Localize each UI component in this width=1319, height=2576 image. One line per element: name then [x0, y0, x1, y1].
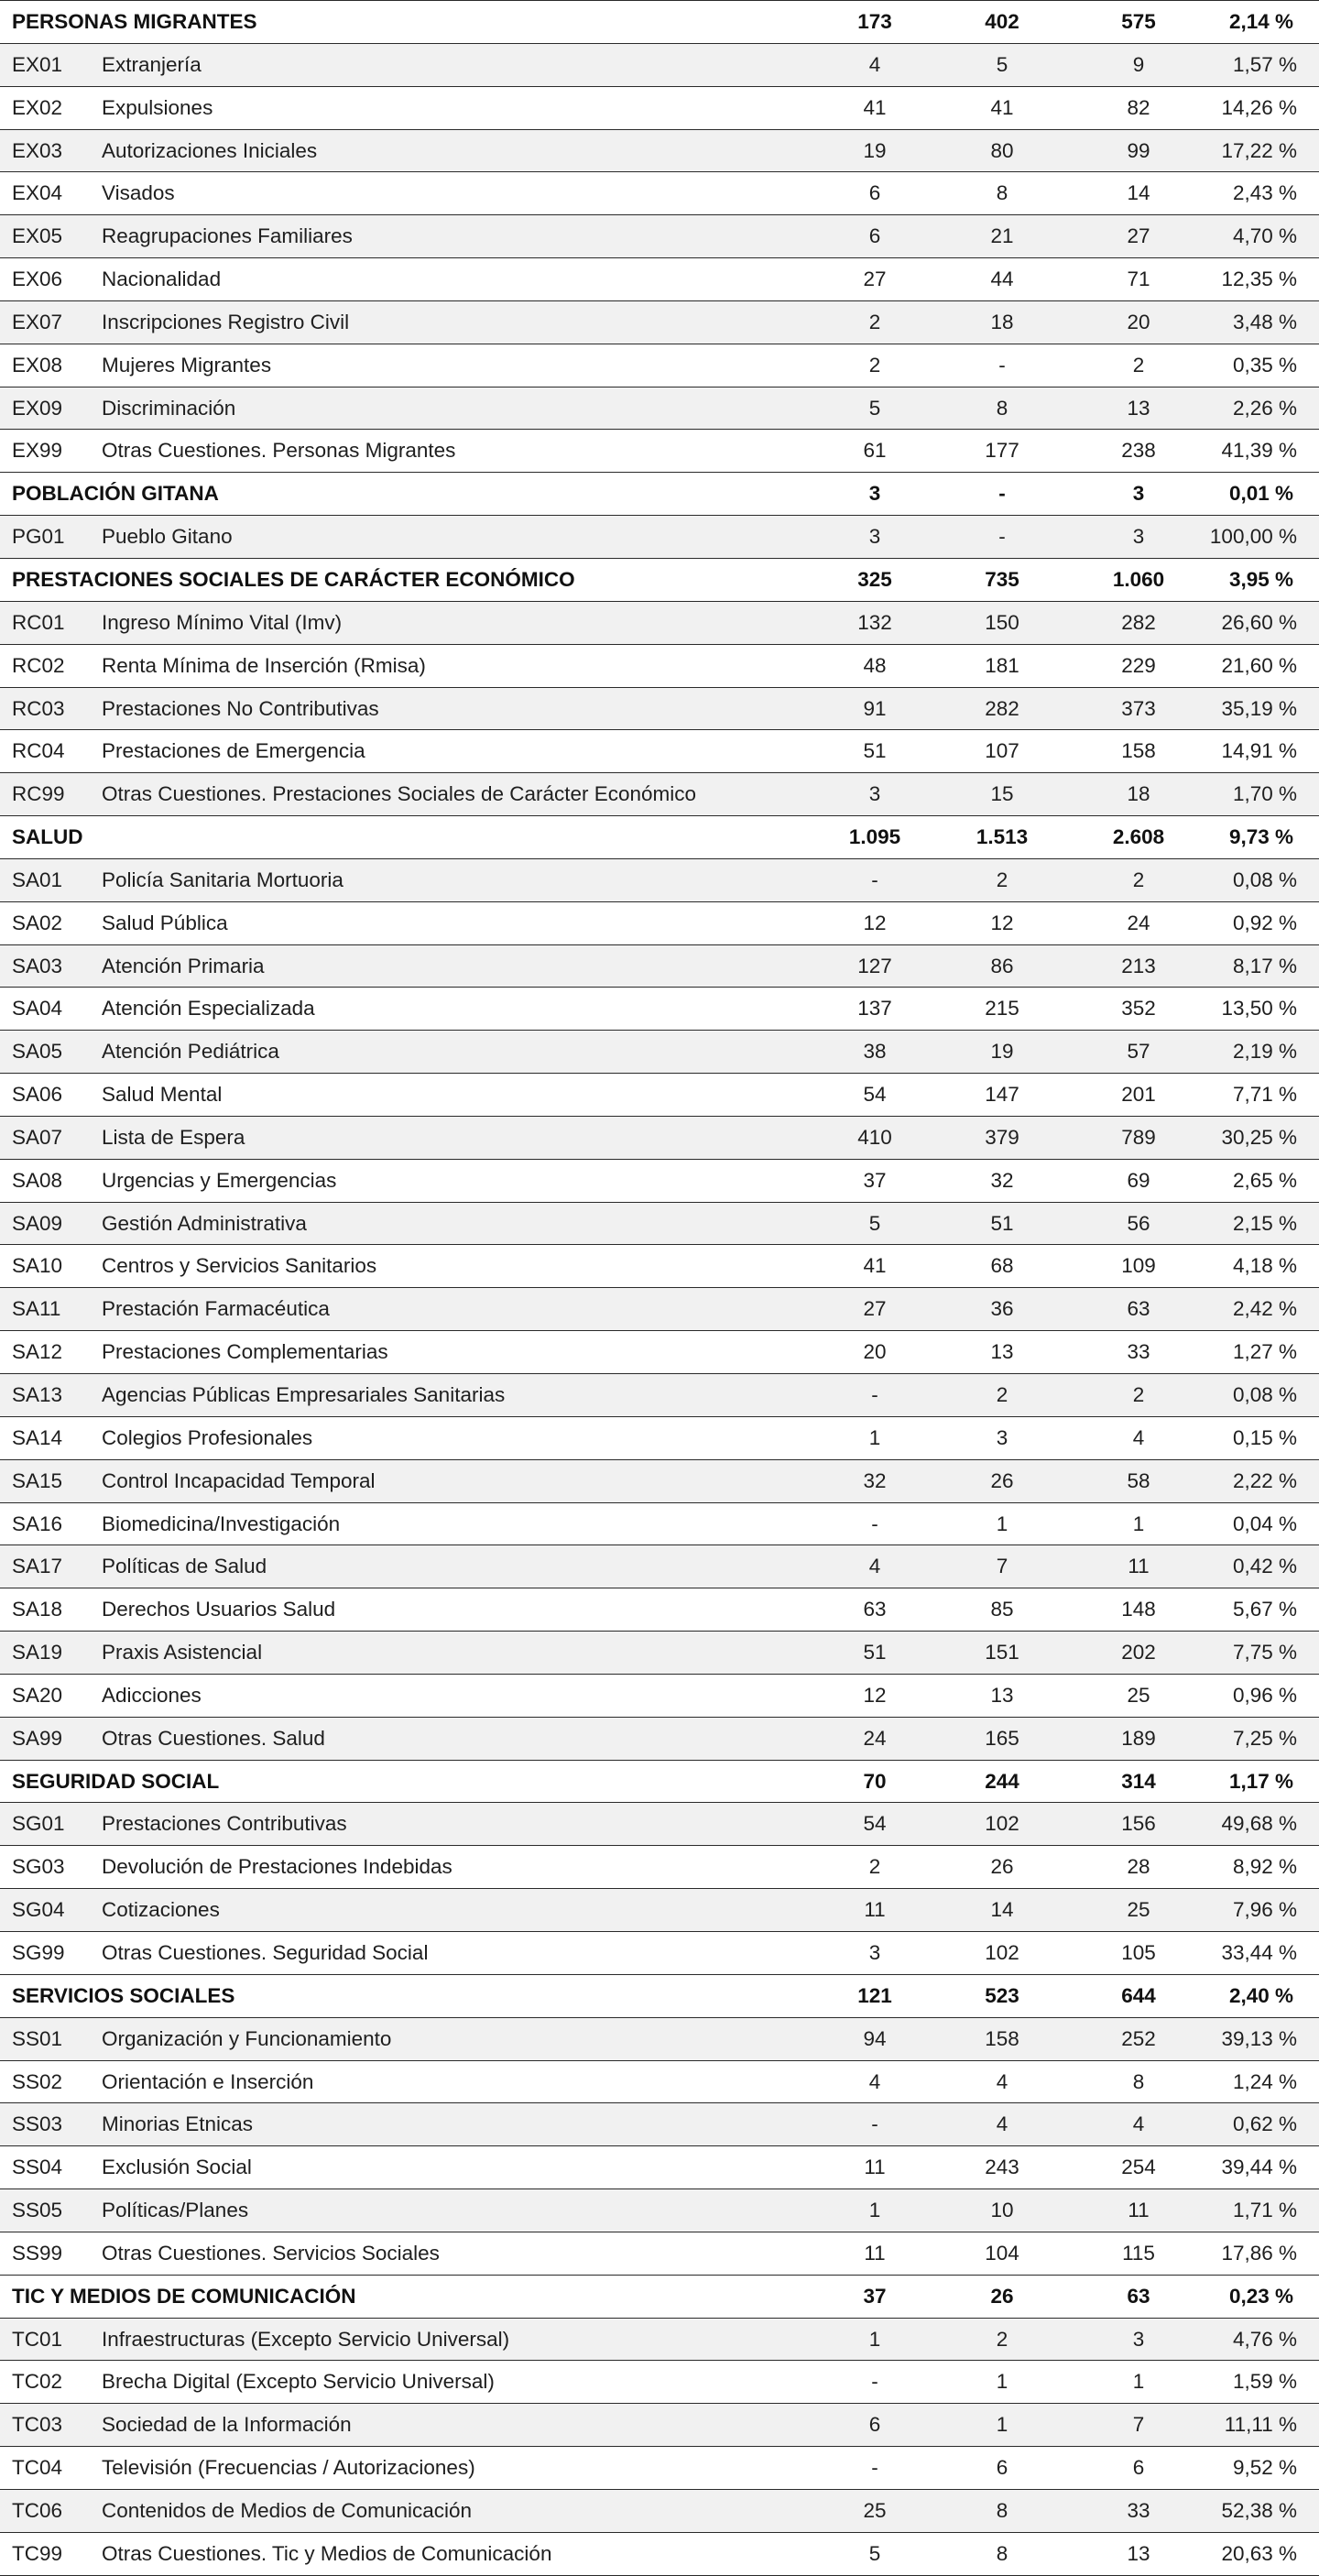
row-label: Urgencias y Emergencias — [102, 1168, 337, 1192]
percentage: 39,13 % — [1221, 2026, 1297, 2050]
row-code: SA06 — [12, 1083, 63, 1107]
row-code: EX01 — [12, 52, 63, 76]
table-row: SA01 Policía Sanitaria Mortuoria - 2 2 0,08 % — [0, 859, 1319, 902]
percentage: 49,68 % — [1221, 1812, 1297, 1836]
row-code: SA03 — [12, 954, 63, 977]
percentage: 12,35 % — [1221, 267, 1297, 291]
row-code: RC03 — [12, 696, 65, 720]
row-code: EX04 — [12, 181, 63, 205]
table-row: SA05 Atención Pediátrica 38 19 57 2,19 % — [0, 1031, 1319, 1074]
row-label: Prestaciones Complementarias — [102, 1340, 388, 1364]
row-code: SG99 — [12, 1940, 65, 1964]
row-label: Policía Sanitaria Mortuoria — [102, 868, 343, 891]
row-code: TC03 — [12, 2413, 63, 2437]
row-code: SG04 — [12, 1898, 65, 1922]
row-label: Atención Primaria — [102, 954, 265, 977]
percentage: 0,01 % — [1228, 482, 1293, 506]
row-label: Renta Mínima de Inserción (Rmisa) — [102, 653, 426, 677]
row-code: EX05 — [12, 224, 63, 248]
percentage: 1,59 % — [1232, 2370, 1297, 2394]
row-code: SS01 — [12, 2026, 63, 2050]
percentage: 14,91 % — [1221, 739, 1297, 763]
row-label: Orientación e Inserción — [102, 2069, 314, 2093]
percentage: 8,92 % — [1232, 1855, 1297, 1879]
percentage: 2,65 % — [1232, 1168, 1297, 1192]
section-title: SALUD — [12, 825, 83, 849]
row-label: Expulsiones — [102, 95, 213, 119]
percentage: 5,67 % — [1232, 1598, 1297, 1621]
percentage: 0,62 % — [1232, 2112, 1297, 2136]
percentage: 9,73 % — [1228, 825, 1293, 849]
table-row: SG99 Otras Cuestiones. Seguridad Social 3 102 105 33,44 % — [0, 1932, 1319, 1975]
row-code: SG01 — [12, 1812, 65, 1836]
table-row: SA14 Colegios Profesionales 1 3 4 0,15 % — [0, 1417, 1319, 1460]
row-code: SA19 — [12, 1641, 63, 1665]
row-label: Agencias Públicas Empresariales Sanitarias — [102, 1383, 506, 1406]
row-code: EX09 — [12, 396, 63, 420]
row-label: Prestaciones No Contributivas — [102, 696, 379, 720]
row-code: EX99 — [12, 439, 63, 463]
row-label: Contenidos de Medios de Comunicación — [102, 2498, 472, 2522]
table-row: EX07 Inscripciones Registro Civil 2 18 20 3,48 % — [0, 301, 1319, 344]
percentage: 0,15 % — [1232, 1425, 1297, 1449]
row-label: Adicciones — [102, 1683, 202, 1707]
row-label: Prestación Farmacéutica — [102, 1297, 330, 1321]
percentage: 2,43 % — [1232, 181, 1297, 205]
table-row: EX99 Otras Cuestiones. Personas Migrantes 61 177 238 41,39 % — [0, 430, 1319, 473]
row-code: SS02 — [12, 2069, 63, 2093]
row-label: Discriminación — [102, 396, 236, 420]
row-code: SA08 — [12, 1168, 63, 1192]
table-row: SS02 Orientación e Inserción 4 4 8 1,24 % — [0, 2061, 1319, 2104]
row-label: Exclusión Social — [102, 2156, 252, 2179]
percentage: 17,22 % — [1221, 138, 1297, 162]
section-header-row: SEGURIDAD SOCIAL 70 244 314 1,17 % — [0, 1761, 1319, 1804]
row-label: Brecha Digital (Excepto Servicio Universal) — [102, 2370, 495, 2394]
row-code: SA04 — [12, 997, 63, 1021]
percentage: 20,63 % — [1221, 2541, 1297, 2565]
table-row: EX03 Autorizaciones Iniciales 19 80 99 17,22 % — [0, 130, 1319, 173]
row-label: Otras Cuestiones. Seguridad Social — [102, 1940, 429, 1964]
section-header-row: SERVICIOS SOCIALES 121 523 644 2,40 % — [0, 1975, 1319, 2018]
row-label: Gestión Administrativa — [102, 1211, 307, 1235]
row-code: RC99 — [12, 782, 65, 806]
row-label: Devolución de Prestaciones Indebidas — [102, 1855, 452, 1879]
percentage: 0,92 % — [1232, 911, 1297, 934]
row-label: Políticas/Planes — [102, 2199, 249, 2222]
row-code: EX08 — [12, 353, 63, 377]
table-row: EX02 Expulsiones 41 41 82 14,26 % — [0, 87, 1319, 130]
row-code: SA02 — [12, 911, 63, 934]
row-label: Inscripciones Registro Civil — [102, 310, 350, 333]
row-label: Sociedad de la Información — [102, 2413, 352, 2437]
percentage: 2,22 % — [1232, 1468, 1297, 1492]
table-row: TC03 Sociedad de la Información 6 1 7 11,11 % — [0, 2404, 1319, 2447]
percentage: 1,70 % — [1232, 782, 1297, 806]
table-row: EX05 Reagrupaciones Familiares 6 21 27 4,70 % — [0, 215, 1319, 258]
row-code: SA05 — [12, 1040, 63, 1064]
table-row: SS01 Organización y Funcionamiento 94 158 252 39,13 % — [0, 2018, 1319, 2061]
percentage: 11,11 % — [1224, 2413, 1297, 2437]
row-label: Extranjería — [102, 52, 202, 76]
table-row: EX08 Mujeres Migrantes 2 - 2 0,35 % — [0, 344, 1319, 387]
section-header-row: SALUD 1.095 1.513 2.608 9,73 % — [0, 816, 1319, 859]
percentage: 8,17 % — [1232, 954, 1297, 977]
row-code: SS05 — [12, 2199, 63, 2222]
row-code: EX03 — [12, 138, 63, 162]
row-code: EX02 — [12, 95, 63, 119]
percentage: 0,35 % — [1232, 353, 1297, 377]
table-row: SS05 Políticas/Planes 1 10 11 1,71 % — [0, 2189, 1319, 2232]
table-row: SA09 Gestión Administrativa 5 51 56 2,15 % — [0, 1203, 1319, 1246]
table-row: SA19 Praxis Asistencial 51 151 202 7,75 % — [0, 1632, 1319, 1675]
percentage: 0,23 % — [1228, 2284, 1293, 2308]
row-label: Reagrupaciones Familiares — [102, 224, 353, 248]
table-row: TC04 Televisión (Frecuencias / Autorizaciones) - 6 6 9,52 % — [0, 2447, 1319, 2490]
section-title: POBLACIÓN GITANA — [12, 482, 219, 506]
table-row: EX01 Extranjería 4 5 9 1,57 % — [0, 44, 1319, 87]
row-code: RC02 — [12, 653, 65, 677]
row-code: TC02 — [12, 2370, 63, 2394]
table-row: SA06 Salud Mental 54 147 201 7,71 % — [0, 1074, 1319, 1117]
percentage: 35,19 % — [1221, 696, 1297, 720]
row-code: SG03 — [12, 1855, 65, 1879]
table-row: RC04 Prestaciones de Emergencia 51 107 158 14,91 % — [0, 730, 1319, 773]
row-label: Autorizaciones Iniciales — [102, 138, 318, 162]
table-row: SA20 Adicciones 12 13 25 0,96 % — [0, 1675, 1319, 1718]
row-label: Praxis Asistencial — [102, 1641, 263, 1665]
table-row: SA11 Prestación Farmacéutica 27 36 63 2,42 % — [0, 1288, 1319, 1331]
row-label: Salud Mental — [102, 1083, 223, 1107]
percentage: 0,08 % — [1232, 868, 1297, 891]
row-label: Colegios Profesionales — [102, 1425, 313, 1449]
table-row: SA16 Biomedicina/Investigación - 1 1 0,04 % — [0, 1503, 1319, 1546]
row-code: RC04 — [12, 739, 65, 763]
row-code: TC06 — [12, 2498, 63, 2522]
section-title: TIC Y MEDIOS DE COMUNICACIÓN — [12, 2284, 356, 2308]
percentage: 2,14 % — [1228, 10, 1293, 33]
row-code: PG01 — [12, 525, 65, 549]
row-label: Salud Pública — [102, 911, 228, 934]
row-code: SA99 — [12, 1726, 63, 1750]
percentage: 13,50 % — [1221, 997, 1297, 1021]
percentage: 7,25 % — [1232, 1726, 1297, 1750]
percentage: 0,08 % — [1232, 1383, 1297, 1406]
section-header-row: TIC Y MEDIOS DE COMUNICACIÓN 37 26 63 0,23 % — [0, 2276, 1319, 2319]
percentage: 41,39 % — [1221, 439, 1297, 463]
percentage: 33,44 % — [1221, 1940, 1297, 1964]
row-label: Derechos Usuarios Salud — [102, 1598, 336, 1621]
table-row: SS99 Otras Cuestiones. Servicios Sociales 11 104 115 17,86 % — [0, 2232, 1319, 2276]
row-label: Centros y Servicios Sanitarios — [102, 1254, 377, 1278]
table-row: TC02 Brecha Digital (Excepto Servicio Universal) - 1 1 1,59 % — [0, 2361, 1319, 2404]
percentage: 14,26 % — [1221, 95, 1297, 119]
table-row: TC99 Otras Cuestiones. Tic y Medios de Comunicación 5 8 13 20,63 % — [0, 2533, 1319, 2576]
section-header-row: PRESTACIONES SOCIALES DE CARÁCTER ECONÓMICO 325 735 1.060 3,95 % — [0, 559, 1319, 602]
row-code: SA10 — [12, 1254, 63, 1278]
table-row: PG01 Pueblo Gitano 3 - 3 100,00 % — [0, 516, 1319, 559]
row-code: SA07 — [12, 1125, 63, 1149]
table-row: SA03 Atención Primaria 127 86 213 8,17 % — [0, 945, 1319, 988]
row-label: Nacionalidad — [102, 267, 222, 291]
row-label: Infraestructuras (Excepto Servicio Universal) — [102, 2327, 510, 2351]
table-row: SA12 Prestaciones Complementarias 20 13 33 1,27 % — [0, 1331, 1319, 1374]
row-code: SS03 — [12, 2112, 63, 2136]
row-code: RC01 — [12, 610, 65, 634]
row-code: SA17 — [12, 1555, 63, 1578]
table-row: SA04 Atención Especializada 137 215 352 13,50 % — [0, 988, 1319, 1031]
row-code: TC01 — [12, 2327, 63, 2351]
row-label: Televisión (Frecuencias / Autorizaciones) — [102, 2456, 475, 2480]
percentage: 0,96 % — [1232, 1683, 1297, 1707]
percentage: 100,00 % — [1209, 525, 1297, 549]
row-code: SA12 — [12, 1340, 63, 1364]
percentage: 2,26 % — [1232, 396, 1297, 420]
table-row: SA07 Lista de Espera 410 379 789 30,25 % — [0, 1117, 1319, 1160]
percentage: 1,24 % — [1232, 2069, 1297, 2093]
row-label: Control Incapacidad Temporal — [102, 1468, 376, 1492]
row-code: SA14 — [12, 1425, 63, 1449]
table-row: SA99 Otras Cuestiones. Salud 24 165 189 7,25 % — [0, 1718, 1319, 1761]
percentage: 2,42 % — [1232, 1297, 1297, 1321]
section-title: PERSONAS MIGRANTES — [12, 10, 257, 33]
percentage: 4,70 % — [1232, 224, 1297, 248]
section-title: SERVICIOS SOCIALES — [12, 1983, 235, 2007]
table-row: EX06 Nacionalidad 27 44 71 12,35 % — [0, 258, 1319, 301]
row-label: Lista de Espera — [102, 1125, 245, 1149]
percentage: 7,96 % — [1232, 1898, 1297, 1922]
row-label: Prestaciones Contributivas — [102, 1812, 347, 1836]
table-row: SS03 Minorias Etnicas - 4 4 0,62 % — [0, 2103, 1319, 2146]
row-label: Visados — [102, 181, 175, 205]
row-label: Otras Cuestiones. Servicios Sociales — [102, 2241, 440, 2265]
table-row: RC99 Otras Cuestiones. Prestaciones Sociales de Carácter Económico 3 15 18 1,70 % — [0, 773, 1319, 816]
table-row: TC06 Contenidos de Medios de Comunicación 25 8 33 52,38 % — [0, 2490, 1319, 2533]
percentage: 4,18 % — [1232, 1254, 1297, 1278]
row-label: Otras Cuestiones. Personas Migrantes — [102, 439, 456, 463]
row-label: Otras Cuestiones. Tic y Medios de Comunicación — [102, 2541, 552, 2565]
row-label: Organización y Funcionamiento — [102, 2026, 392, 2050]
section-title: PRESTACIONES SOCIALES DE CARÁCTER ECONÓMICO — [12, 567, 575, 591]
row-label: Pueblo Gitano — [102, 525, 233, 549]
row-label: Prestaciones de Emergencia — [102, 739, 365, 763]
percentage: 3,48 % — [1232, 310, 1297, 333]
row-label: Mujeres Migrantes — [102, 353, 272, 377]
row-label: Minorias Etnicas — [102, 2112, 254, 2136]
percentage: 26,60 % — [1221, 610, 1297, 634]
percentage: 39,44 % — [1221, 2156, 1297, 2179]
percentage: 2,19 % — [1232, 1040, 1297, 1064]
percentage: 17,86 % — [1221, 2241, 1297, 2265]
row-label: Biomedicina/Investigación — [102, 1512, 341, 1535]
row-code: EX07 — [12, 310, 63, 333]
row-code: TC04 — [12, 2456, 63, 2480]
row-code: SA01 — [12, 868, 63, 891]
row-code: EX06 — [12, 267, 63, 291]
table-row: EX04 Visados 6 8 14 2,43 % — [0, 172, 1319, 215]
section-header-row: POBLACIÓN GITANA 3 - 3 0,01 % — [0, 473, 1319, 516]
row-code: SA13 — [12, 1383, 63, 1406]
row-label: Cotizaciones — [102, 1898, 220, 1922]
table-row: SA15 Control Incapacidad Temporal 32 26 58 2,22 % — [0, 1460, 1319, 1503]
percentage: 1,57 % — [1232, 52, 1297, 76]
section-header-row: PERSONAS MIGRANTES 173 402 575 2,14 % — [0, 1, 1319, 44]
row-code: SA20 — [12, 1683, 63, 1707]
row-code: TC99 — [12, 2541, 63, 2565]
percentage: 21,60 % — [1221, 653, 1297, 677]
table-row: SG01 Prestaciones Contributivas 54 102 156 49,68 % — [0, 1803, 1319, 1846]
percentage: 0,42 % — [1232, 1555, 1297, 1578]
table-row: RC01 Ingreso Mínimo Vital (Imv) 132 150 282 26,60 % — [0, 602, 1319, 645]
table-row: TC01 Infraestructuras (Excepto Servicio Universal) 1 2 3 4,76 % — [0, 2319, 1319, 2362]
percentage: 1,71 % — [1232, 2199, 1297, 2222]
table-row: SS04 Exclusión Social 11 243 254 39,44 % — [0, 2146, 1319, 2189]
row-code: SS04 — [12, 2156, 63, 2179]
table-row: SG03 Devolución de Prestaciones Indebidas 2 26 28 8,92 % — [0, 1846, 1319, 1889]
percentage: 7,71 % — [1232, 1083, 1297, 1107]
row-code: SA16 — [12, 1512, 63, 1535]
percentage: 0,04 % — [1232, 1512, 1297, 1535]
table-row: SA18 Derechos Usuarios Salud 63 85 148 5,67 % — [0, 1588, 1319, 1632]
percentage: 2,15 % — [1232, 1211, 1297, 1235]
row-label: Atención Pediátrica — [102, 1040, 279, 1064]
row-code: SS99 — [12, 2241, 63, 2265]
row-code: SA09 — [12, 1211, 63, 1235]
percentage: 9,52 % — [1232, 2456, 1297, 2480]
row-label: Otras Cuestiones. Salud — [102, 1726, 325, 1750]
percentage: 30,25 % — [1221, 1125, 1297, 1149]
table-row: SA17 Políticas de Salud 4 7 11 0,42 % — [0, 1545, 1319, 1588]
row-label: Ingreso Mínimo Vital (Imv) — [102, 610, 343, 634]
percentage: 3,95 % — [1228, 567, 1293, 591]
row-code: SA15 — [12, 1468, 63, 1492]
row-label: Atención Especializada — [102, 997, 315, 1021]
table-row: SA10 Centros y Servicios Sanitarios 41 68 109 4,18 % — [0, 1245, 1319, 1288]
table-row: SA13 Agencias Públicas Empresariales Sanitarias - 2 2 0,08 % — [0, 1374, 1319, 1417]
table-row: SA08 Urgencias y Emergencias 37 32 69 2,65 % — [0, 1160, 1319, 1203]
percentage: 4,76 % — [1232, 2327, 1297, 2351]
table-row: SG04 Cotizaciones 11 14 25 7,96 % — [0, 1889, 1319, 1932]
percentage: 1,27 % — [1232, 1340, 1297, 1364]
percentage: 1,17 % — [1228, 1769, 1293, 1793]
section-title: SEGURIDAD SOCIAL — [12, 1769, 220, 1793]
table-row: EX09 Discriminación 5 8 13 2,26 % — [0, 387, 1319, 431]
table-row: RC02 Renta Mínima de Inserción (Rmisa) 48 181 229 21,60 % — [0, 645, 1319, 688]
row-code: SA11 — [12, 1297, 61, 1321]
percentage: 52,38 % — [1221, 2498, 1297, 2522]
row-code: SA18 — [12, 1598, 63, 1621]
row-label: Políticas de Salud — [102, 1555, 267, 1578]
table-row: SA02 Salud Pública 12 12 24 0,92 % — [0, 902, 1319, 945]
percentage: 7,75 % — [1232, 1641, 1297, 1665]
row-label: Otras Cuestiones. Prestaciones Sociales de Carácter Económico — [102, 782, 697, 806]
percentage: 2,40 % — [1228, 1983, 1293, 2007]
table-row: RC03 Prestaciones No Contributivas 91 282 373 35,19 % — [0, 688, 1319, 731]
